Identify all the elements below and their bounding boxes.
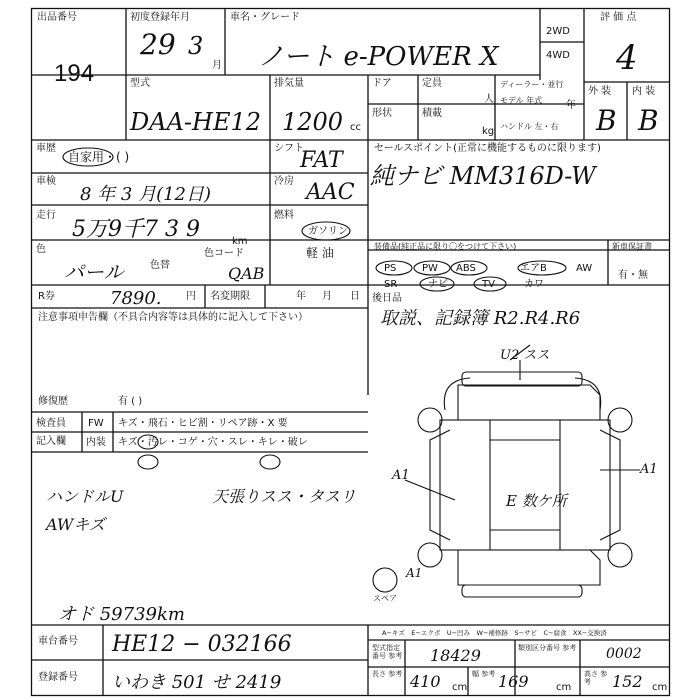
equip-airbag: エアB (520, 263, 547, 274)
interior-items: キズ・汚レ・コゲ・穴・スレ・キレ・破レ (118, 437, 308, 448)
equip-navi: ナビ (428, 279, 448, 290)
model-year-label: モデル 年式 (500, 96, 543, 105)
class-value: 0002 (606, 646, 642, 662)
shift-value: FAT (300, 148, 343, 173)
length-value: 410 (410, 672, 441, 691)
ac-value: AAC (306, 180, 355, 205)
chassis-label: 車台番号 (38, 636, 78, 647)
fw-label: FW (88, 418, 104, 429)
diagram-note-right: A1 (640, 462, 658, 477)
load-label: 積載 (422, 108, 442, 119)
car-diagram (373, 345, 640, 597)
handle-label: ハンドル 左・右 (500, 122, 559, 131)
equipment-label: 装備品(純正品に限り〇をつけて下さい) (374, 242, 517, 251)
reg-label: 登録番号 (38, 672, 78, 683)
equip-ps: PS (384, 263, 397, 274)
first-reg-year: 29 (140, 28, 176, 61)
chassis-value: HE12 − 032166 (112, 632, 292, 657)
first-reg-month: 3 (188, 32, 204, 60)
warranty-value: 有・無 (618, 270, 648, 281)
interior-label: 内 装 (632, 86, 656, 97)
name-grade-label: 車名・グレード (230, 12, 300, 23)
score-value: 4 (616, 38, 638, 78)
cc-unit: cc (350, 122, 361, 133)
lot-label: 出品番号 (37, 12, 77, 23)
height-label: 高さ 参考 (584, 670, 608, 686)
shift-label: シフト (274, 143, 304, 154)
class-label: 類別区分番号 参考 (518, 644, 577, 652)
inspection-label: 車検 (36, 176, 56, 187)
inspector-label: 検査員 (36, 418, 66, 429)
width-label: 幅 参考 (472, 670, 496, 678)
warranty-label: 新車保証書 (612, 242, 652, 251)
legend-text: A−キズ E−エクボ U−凹み W−補修跡 S−サビ C−腐食 XX−交換済 (382, 629, 607, 637)
deadline-month: 月 (322, 291, 332, 302)
length-unit: cm (452, 682, 468, 693)
repair-label: 修復歴 (38, 396, 68, 407)
diagram-note-top: U2 スス (500, 348, 550, 363)
history-value: 自家用・( ) (68, 150, 130, 164)
equip-aw: AW (576, 263, 593, 274)
height-unit: cm (652, 682, 668, 693)
color-label: 色 (36, 244, 46, 255)
remark-bottom: オド 59739km (58, 604, 185, 625)
diagram-note-left: A1 (392, 468, 410, 483)
fuel-gasoline: ガソリン (308, 226, 348, 237)
diagram-note-bottom-left: A1 (406, 566, 423, 580)
model-label: 型式 (130, 78, 150, 89)
after-value: 取説、記録簿 R2.R4.R6 (380, 308, 581, 329)
equip-sr: SR (384, 279, 398, 290)
equip-abs: ABS (456, 263, 476, 274)
type-designation-value: 18429 (430, 646, 481, 665)
kg-unit: kg (482, 126, 495, 137)
equip-leather: カワ (524, 279, 544, 290)
year-unit: 年 (566, 100, 576, 111)
door-label: ドア (372, 78, 392, 89)
drive-2wd: 2WD (546, 26, 570, 37)
displacement-value: 1200 (282, 108, 344, 136)
width-value: 169 (498, 672, 529, 691)
width-unit: cm (556, 682, 572, 693)
interior-value: B (638, 104, 659, 137)
month-unit: 月 (212, 60, 222, 71)
recycle-label: R券 (38, 291, 55, 302)
name-grade-value: ノート e-POWER X (258, 42, 499, 72)
deadline-label: 名変期限 (210, 291, 250, 302)
color-change-label: 色替 (150, 260, 170, 271)
interior-grid-label: 内装 (86, 437, 106, 448)
equip-pw: PW (422, 263, 438, 274)
model-value: DAA-HE12 (130, 108, 262, 136)
first-reg-label: 初度登録年月 (130, 12, 190, 23)
displacement-label: 排気量 (274, 78, 304, 89)
type-designation-label: 型式指定番号 参考 (372, 644, 403, 660)
score-label: 評 価 点 (600, 12, 637, 23)
height-value: 152 (612, 672, 643, 691)
reg-value: いわき 501 せ 2419 (112, 672, 282, 693)
mileage-value: 5万9千7 3 9 (72, 217, 200, 242)
mileage-label: 走行 (36, 210, 56, 221)
km-unit: km (232, 236, 248, 247)
inspection-value: 8 年 3 月(12日) (80, 184, 212, 205)
shape-label: 形状 (372, 108, 392, 119)
color-value: パール (64, 260, 124, 284)
person-unit: 人 (484, 94, 494, 105)
drive-4wd: 4WD (546, 50, 570, 61)
history-label: 車歴 (36, 143, 56, 154)
recycle-yen: 円 (186, 291, 196, 302)
dealer-label: ディーラー・並行 (500, 80, 564, 89)
remark-left-2: AWキズ (46, 515, 106, 534)
deadline-day: 日 (350, 291, 360, 302)
fuel-diesel: 軽 油 (306, 246, 334, 260)
fuel-label: 燃料 (274, 210, 294, 221)
ac-label: 冷房 (274, 176, 294, 187)
remark-left-1: ハンドルU (46, 487, 124, 506)
color-code-label: 色コード (204, 248, 244, 259)
sales-point-value: 純ナビ MM316D-W (370, 162, 596, 190)
capacity-label: 定員 (422, 78, 442, 89)
color-code-value: QAB (228, 264, 265, 283)
exterior-label: 外 装 (588, 86, 612, 97)
repair-value: 有 ( ) (118, 396, 143, 407)
spare-label: スペア (373, 594, 397, 603)
sales-point-label: セールスポイント(正常に機能するものに限ります) (374, 143, 601, 154)
deadline-year: 年 (296, 291, 306, 302)
report-label: 注意事項申告欄（不具合内容等は具体的に記入して下さい） (38, 312, 308, 323)
equip-tv: TV (482, 279, 495, 290)
fw-items: キズ・飛石・ヒビ割・リペア跡・X 要 (118, 418, 288, 429)
remark-right-1: 天張りスス・タスリ (212, 487, 357, 506)
entry-label: 記入欄 (36, 436, 66, 447)
diagram-note-center: E 数ケ所 (506, 492, 567, 510)
recycle-value: 7890. (110, 288, 162, 309)
after-label: 後日品 (372, 293, 402, 304)
exterior-value: B (596, 104, 617, 137)
lot-number: 194 (54, 60, 95, 87)
length-label: 長さ 参考 (372, 670, 403, 678)
